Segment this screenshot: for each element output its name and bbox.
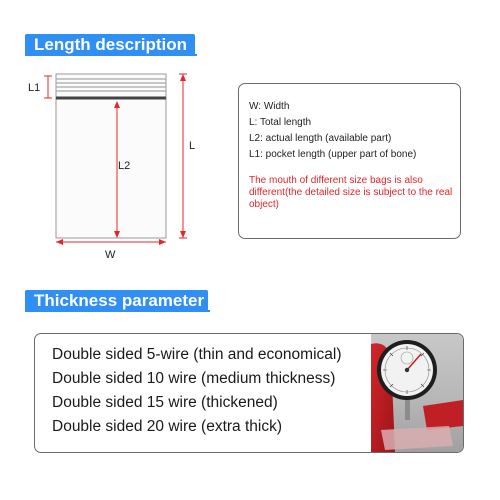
definition-total-length: L: Total length [249,117,312,128]
l-dimension [179,74,187,238]
thickness-item-15-wire: Double sided 15 wire (thickened) [52,394,278,411]
l1-dimension [44,76,52,98]
thickness-item-10-wire: Double sided 10 wire (medium thickness) [52,370,336,387]
thickness-section-title: Thickness parameter [25,290,208,312]
w-dimension [56,239,166,245]
thickness-item-5-wire: Double sided 5-wire (thin and economical) [52,346,342,363]
thickness-item-20-wire: Double sided 20 wire (extra thick) [52,418,283,435]
thickness-panel [34,333,464,453]
w-label: W [105,249,116,261]
definitions-panel [238,83,461,239]
l2-label: L2 [118,160,131,172]
definition-width: W: Width [249,101,290,112]
thickness-section-underline [25,310,210,312]
definition-actual-length: L2: actual length (available part) [249,133,392,144]
length-section-title: Length description [25,34,195,56]
definition-pocket-length: L1: pocket length (upper part of bone) [249,149,417,160]
size-note: The mouth of different size bags is also different(the detailed size is subject to the real object) [249,175,453,210]
thickness-gauge-photo [371,334,463,452]
l-label: L [189,140,196,152]
l1-label: L1 [28,82,41,94]
